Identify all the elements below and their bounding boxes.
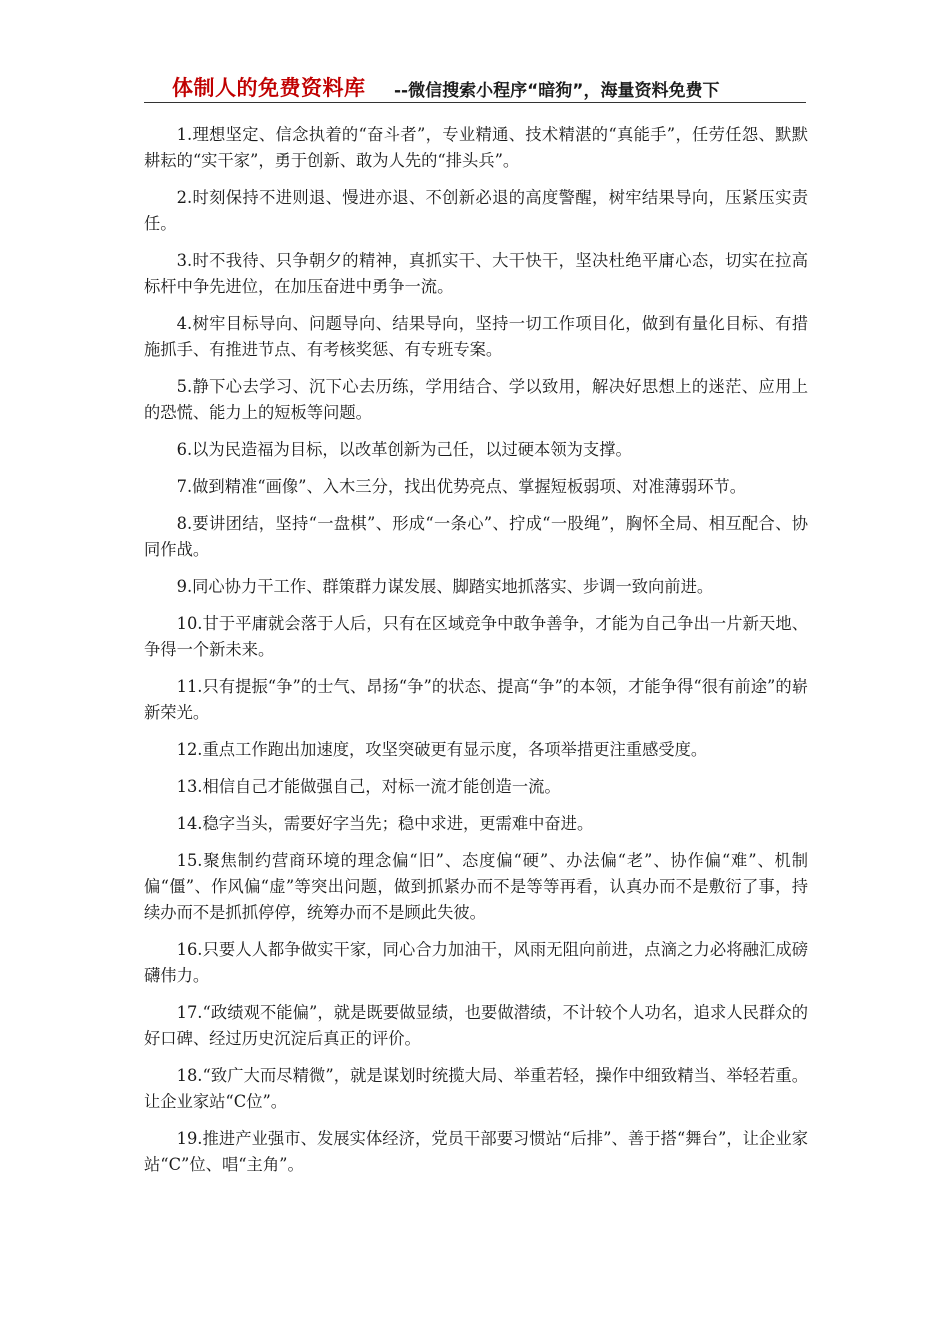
paragraph: 3.时不我待、只争朝夕的精神，真抓实干、大干快干，坚决杜绝平庸心态，切实在拉高标杆中争先进位，在加压奋进中勇争一流。 [144,251,808,296]
paragraph: 11.只有提振“争”的士气、昂扬“争”的状态、提高“争”的本领，才能争得“很有前途”的崭新荣光。 [144,677,808,722]
paragraph: 17.“政绩观不能偏”，就是既要做显绩，也要做潜绩，不计较个人功名，追求人民群众的好口碑、经过历史沉淀后真正的评价。 [144,1003,808,1048]
paragraph: 7.做到精准“画像”、入木三分，找出优势亮点、掌握短板弱项、对准薄弱环节。 [176,477,747,496]
header-slogan: --微信搜索小程序“暗狗”，海量资料免费下 [394,81,720,101]
header-brand: 体制人的免费资料库 [172,76,366,100]
paragraph: 9.同心协力干工作、群策群力谋发展、脚踏实地抓落实、步调一致向前进。 [176,577,714,596]
paragraph: 8.要讲团结，坚持“一盘棋”、形成“一条心”、拧成“一股绳”，胸怀全局、相互配合、协同作战。 [144,514,808,559]
paragraph: 4.树牢目标导向、问题导向、结果导向，坚持一切工作项目化，做到有量化目标、有措施抓手、有推进节点、有考核奖惩、有专班专案。 [144,314,808,359]
paragraph: 12.重点工作跑出加速度，攻坚突破更有显示度，各项举措更注重感受度。 [176,740,708,759]
paragraph: 10.甘于平庸就会落于人后，只有在区域竞争中敢争善争，才能为自己争出一片新天地、争得一个新未来。 [144,614,808,659]
paragraph: 13.相信自己才能做强自己，对标一流才能创造一流。 [176,777,561,796]
paragraph: 15.聚焦制约营商环境的理念偏“旧”、态度偏“硬”、办法偏“老”、协作偏“难”、机制偏“僵”、作风偏“虚”等突出问题，做到抓紧办而不是等等再看，认真办而不是敷衍了事，持续办而不是抓抓停停，统筹办而不是顾此失彼。 [144,851,808,922]
paragraph: 2.时刻保持不进则退、慢进亦退、不创新必退的高度警醒，树牢结果导向，压紧压实责任。 [144,188,808,233]
paragraph: 1.理想坚定、信念执着的“奋斗者”，专业精通、技术精湛的“真能手”，任劳任怨、默默耕耘的“实干家”，勇于创新、敢为人先的“排头兵”。 [144,125,808,170]
paragraph: 6.以为民造福为目标，以改革创新为己任，以过硬本领为支撑。 [176,440,632,459]
paragraph: 5.静下心去学习、沉下心去历练，学用结合、学以致用，解决好思想上的迷茫、应用上的恐慌、能力上的短板等问题。 [144,377,808,422]
paragraph: 14.稳字当头，需要好字当先；稳中求进，更需难中奋进。 [176,814,594,833]
document-body [144,122,808,1189]
paragraph: 16.只要人人都争做实干家，同心合力加油干，风雨无阻向前进，点滴之力必将融汇成磅礴伟力。 [144,940,808,985]
paragraph: 19.推进产业强市、发展实体经济，党员干部要习惯站“后排”、善于搭“舞台”，让企业家站“C”位、唱“主角”。 [144,1129,808,1174]
page-header [144,68,806,103]
paragraph: 18.“致广大而尽精微”，就是谋划时统揽大局、举重若轻，操作中细致精当、举轻若重。让企业家站“C位”。 [144,1066,808,1111]
